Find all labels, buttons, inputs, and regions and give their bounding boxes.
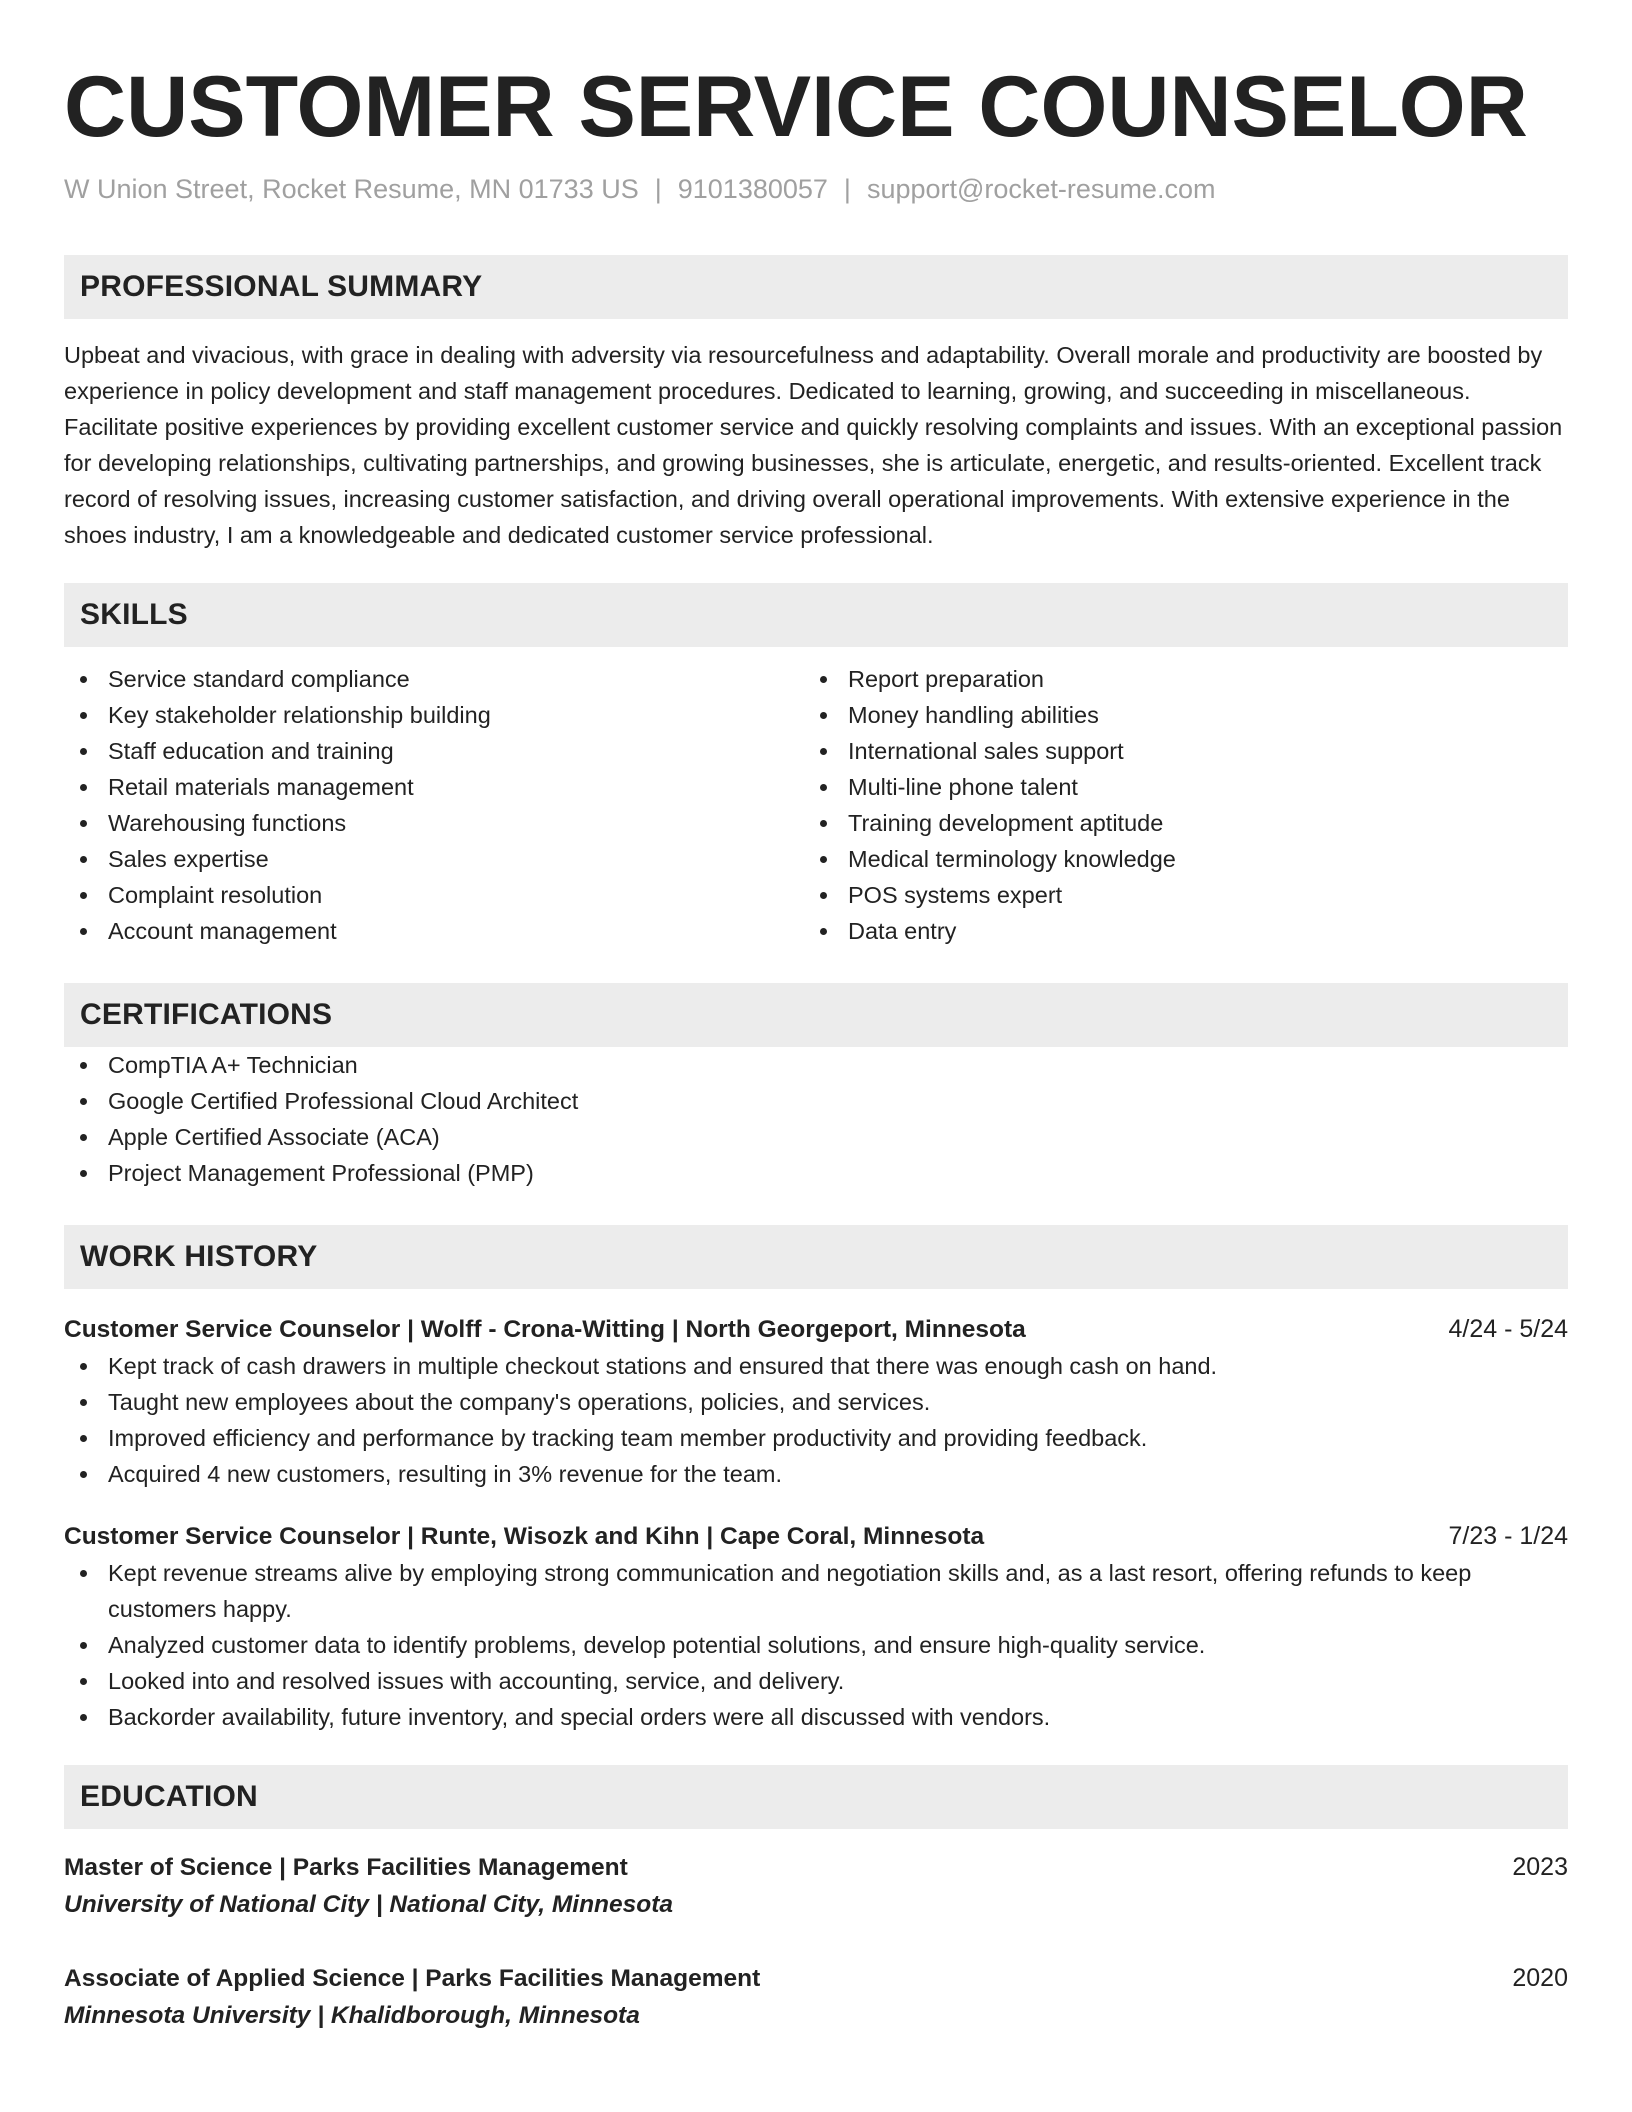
education-school: Minnesota University | Khalidborough, Minnesota [64,2002,640,2029]
job-bullets [64,1555,1568,1735]
skills-column-right [804,661,1544,949]
skill-item: Retail materials management [64,769,804,805]
job-bullet: Backorder availability, future inventory, and special orders were all discussed with vendors. [64,1699,1568,1735]
job-title: Customer Service Counselor | Runte, Wisozk and Kihn | Cape Coral, Minnesota [64,1523,985,1550]
job-bullet: Kept revenue streams alive by employing strong communication and negotiation skills and, as a last resort, offering refunds to keep customers happy. [64,1555,1568,1627]
resume-name: CUSTOMER SERVICE COUNSELOR [64,59,1528,155]
job-header [64,1518,1568,1555]
job-bullet: Analyzed customer data to identify problems, develop potential solutions, and ensure high-quality service. [64,1627,1568,1663]
job-bullet: Acquired 4 new customers, resulting in 3% revenue for the team. [64,1456,1568,1492]
summary-section-header: PROFESSIONAL SUMMARY [64,255,1568,319]
education-year: 2023 [1512,1853,1568,1881]
skill-item: Data entry [804,913,1544,949]
skills-section-header: SKILLS [64,583,1568,647]
skill-item: Staff education and training [64,733,804,769]
skill-item: Medical terminology knowledge [804,841,1544,877]
certifications-list [64,1047,1568,1191]
education-header [64,1849,1568,1886]
job-title: Customer Service Counselor | Wolff - Crona-Witting | North Georgeport, Minnesota [64,1316,1026,1343]
certification-item: Apple Certified Associate (ACA) [64,1119,1568,1155]
contact-separator: | [843,174,851,204]
summary-text: Upbeat and vivacious, with grace in dealing with adversity via resourcefulness and adaptability. Overall morale and productivity are boosted by experience in policy development and staff management procedures. Dedicated to learning, growing, and succeeding in miscellaneous. Facilitate positive experiences by providing excellent customer service and quickly resolving complaints and issues. With an exceptional passion for developing relationships, cultivating partnerships, and growing businesses, she is articulate, energetic, and results-oriented. Excellent track record of resolving issues, increasing customer satisfaction, and driving overall operational improvements. With extensive experience in the shoes industry, I am a knowledgeable and dedicated customer service professional. [64,342,1563,548]
job-bullet: Looked into and resolved issues with accounting, service, and delivery. [64,1663,1568,1699]
job-header [64,1311,1568,1348]
work-history-section-header: WORK HISTORY [64,1225,1568,1289]
skill-item: Complaint resolution [64,877,804,913]
education-entry [64,1960,1568,2035]
skill-item: Warehousing functions [64,805,804,841]
job-entry [64,1518,1568,1735]
skill-item: Report preparation [804,661,1544,697]
contact-separator: | [654,174,662,204]
skill-item: Sales expertise [64,841,804,877]
skills-column-left [64,661,804,949]
certification-item: CompTIA A+ Technician [64,1047,1568,1083]
contact-email: support@rocket-resume.com [866,174,1216,204]
contact-phone: 9101380057 [677,174,828,204]
contact-line [64,174,1568,205]
skill-item: Service standard compliance [64,661,804,697]
education-section-header: EDUCATION [64,1765,1568,1829]
certification-item: Google Certified Professional Cloud Architect [64,1083,1568,1119]
job-bullets [64,1348,1568,1492]
job-bullet: Taught new employees about the company's operations, policies, and services. [64,1384,1568,1420]
education-year: 2020 [1512,1964,1568,1992]
contact-address: W Union Street, Rocket Resume, MN 01733 US [64,174,639,204]
skill-item: Account management [64,913,804,949]
skill-item: POS systems expert [804,877,1544,913]
job-dates: 4/24 - 5/24 [1448,1315,1568,1343]
job-entry [64,1311,1568,1492]
education-degree: Master of Science | Parks Facilities Management [64,1854,628,1881]
job-bullet: Improved efficiency and performance by tracking team member productivity and providing feedback. [64,1420,1568,1456]
certifications-section-header: CERTIFICATIONS [64,983,1568,1047]
certification-item: Project Management Professional (PMP) [64,1155,1568,1191]
job-bullet: Kept track of cash drawers in multiple checkout stations and ensured that there was enough cash on hand. [64,1348,1568,1384]
education-entry [64,1849,1568,1924]
education-degree: Associate of Applied Science | Parks Facilities Management [64,1965,761,1992]
skill-item: Key stakeholder relationship building [64,697,804,733]
job-dates: 7/23 - 1/24 [1448,1522,1568,1550]
skills-grid [64,661,1568,949]
skill-item: Training development aptitude [804,805,1544,841]
skill-item: Money handling abilities [804,697,1544,733]
education-school: University of National City | National City, Minnesota [64,1891,674,1918]
skill-item: International sales support [804,733,1544,769]
education-header [64,1960,1568,1997]
skill-item: Multi-line phone talent [804,769,1544,805]
